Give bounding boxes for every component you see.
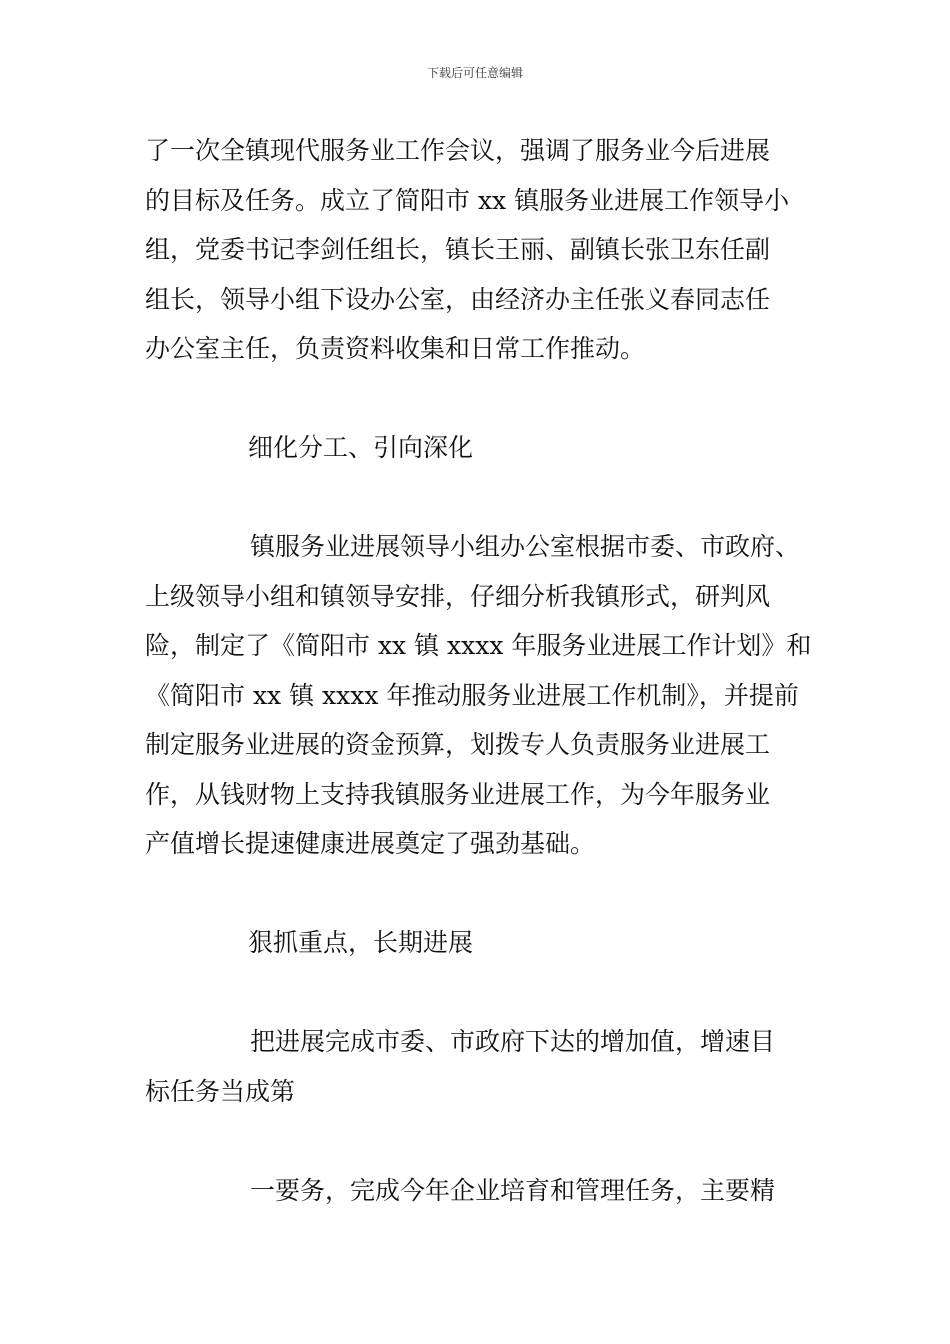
paragraph-leadership-group <box>145 126 810 374</box>
text-line: 险，制定了《简阳市 xx 镇 xxxx 年服务业进展工作计划》和 <box>145 631 812 660</box>
text-line: 《简阳市 xx 镇 xxxx 年推动服务业进展工作机制》，并提前 <box>145 680 799 710</box>
paragraph-gap <box>145 374 810 424</box>
paragraph-gap <box>145 473 810 523</box>
paragraph-targets <box>145 1017 810 1116</box>
text-line: 作，从钱财物上支持我镇服务业进展工作，为今年服务业 <box>145 779 771 809</box>
paragraph-gap <box>145 1116 810 1166</box>
section-heading-division: 细化分工、引向深化 <box>248 433 474 462</box>
text-line: 办公室主任，负责资料收集和日常工作推动。 <box>145 334 646 363</box>
text-line: 产值增长提速健康进展奠定了强劲基础。 <box>145 829 596 858</box>
text-line: 镇服务业进展领导小组办公室根据市委、市政府、 <box>250 532 801 561</box>
paragraph-gap <box>145 968 810 1018</box>
text-line: 组，党委书记李剑任组长，镇长王丽、副镇长张卫东任副 <box>145 235 771 264</box>
text-line: 组长，领导小组下设办公室，由经济办主任张义春同志任 <box>145 284 771 314</box>
text-line: 把进展完成市委、市政府下达的增加值，增速目 <box>250 1027 776 1056</box>
text-line: 标任务当成第 <box>145 1076 296 1106</box>
text-line: 制定服务业进展的资金预算，划拨专人负责服务业进展工 <box>145 730 771 759</box>
text-line: 了一次全镇现代服务业工作会议，强调了服务业今后进展 <box>145 136 771 165</box>
text-line: 的目标及任务。成立了简阳市 xx 镇服务业进展工作领导小 <box>145 185 790 215</box>
section-heading-key-points: 狠抓重点，长期进展 <box>248 928 474 957</box>
text-line: 上级领导小组和镇领导安排，仔细分析我镇形式，研判风 <box>145 581 771 611</box>
text-line: 一要务，完成今年企业培育和管理任务，主要精 <box>250 1175 776 1205</box>
paragraph-work-plan <box>145 522 810 869</box>
page-header: 下载后可任意编辑 <box>426 66 523 80</box>
paragraph-gap <box>145 869 810 919</box>
document-body <box>145 126 810 1215</box>
paragraph-primary-task <box>145 1166 810 1216</box>
